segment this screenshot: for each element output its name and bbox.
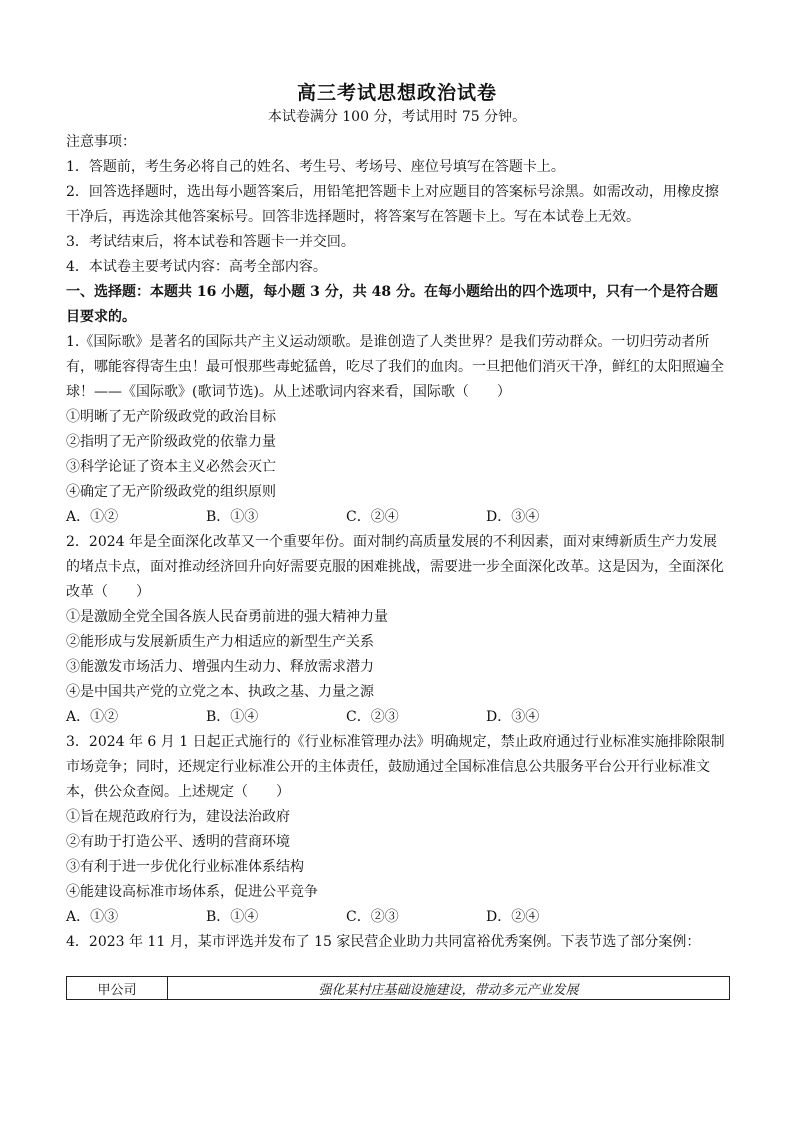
option-b[interactable]: B．①④ — [206, 709, 259, 725]
option-c[interactable]: C．②④ — [346, 509, 399, 525]
answer-options — [66, 705, 730, 730]
statement: ③科学论证了资本主义必然会灭亡 — [66, 459, 276, 475]
statement: ②能形成与发展新质生产力相适应的新型生产关系 — [66, 634, 374, 650]
question-stem: 1.《国际歌》是著名的国际共产主义运动颂歌。是谁创造了人类世界？是我们劳动群众。一切归劳动者所有，哪能容得寄生虫！最可恨那些毒蛇猛兽，吃尽了我们的血肉。一旦把他们消灭干净，鲜红的太阳照遍全球！——《国际歌》(歌词节选)。从上述歌词内容来看，国际歌（ ） — [66, 334, 724, 400]
option-c[interactable]: C．②③ — [346, 709, 399, 725]
company-cell: 甲公司 — [67, 977, 168, 1000]
option-a[interactable]: A．①② — [66, 709, 119, 725]
option-d[interactable]: D．③④ — [486, 509, 540, 525]
option-d[interactable]: D．③④ — [486, 709, 540, 725]
exam-subtitle: 本试卷满分 100 分，考试用时 75 分钟。 — [267, 109, 527, 125]
statement: ②有助于打造公平、透明的营商环境 — [66, 834, 290, 850]
answer-options — [66, 505, 730, 530]
statement: ③有利于进一步优化行业标准体系结构 — [66, 859, 304, 875]
notes-heading: 注意事项： — [66, 134, 136, 150]
question-stem: 2．2024 年是全面深化改革又一个重要年份。面对制约高质量发展的不利因素，面对束缚新质生产力发展的堵点卡点，面对推动经济回升向好需要克服的困难挑战，需要进一步全面深化改革。这是因为，全面深化改革（ ） — [66, 534, 724, 600]
answer-options — [66, 905, 730, 930]
statement: ①是激励全党全国各族人民奋勇前进的强大精神力量 — [66, 609, 388, 625]
option-a[interactable]: A．①② — [66, 509, 119, 525]
case-table — [66, 976, 730, 1000]
page-title: 高三考试思想政治试卷 — [296, 82, 497, 104]
note-item: 3．考试结束后，将本试卷和答题卡一并交回。 — [66, 234, 355, 250]
question-stem: 3．2024 年 6 月 1 日起正式施行的《行业标准管理办法》明确规定，禁止政府通过行业标准实施排除限制市场竞争；同时，还规定行业标准公开的主体责任，鼓励通过全国标准信息公共服务平台公开行业标准文本，供公众查阅。上述规定（ ） — [66, 734, 725, 800]
question-stem: 4．2023 年 11 月，某市评选并发布了 15 家民营企业助力共同富裕优秀案例。下表节选了部分案例： — [66, 934, 701, 950]
statement: ④是中国共产党的立党之本、执政之基、力量之源 — [66, 684, 374, 700]
table-row — [67, 977, 730, 1000]
statement: ①旨在规范政府行为，建设法治政府 — [66, 809, 290, 825]
exam-body — [66, 130, 730, 955]
statement: ②指明了无产阶级政党的依靠力量 — [66, 434, 276, 450]
note-item: 2．回答选择题时，选出每小题答案后，用铅笔把答题卡上对应题目的答案标号涂黑。如需改动，用橡皮擦干净后，再选涂其他答案标号。回答非选择题时，将答案写在答题卡上。写在本试卷上无效。 — [66, 184, 719, 225]
section-heading: 一、选择题：本题共 16 小题，每小题 3 分，共 48 分。在每小题给出的四个选项中，只有一个是符合题目要求的。 — [66, 284, 718, 325]
statement: ①明晰了无产阶级政党的政治目标 — [66, 409, 276, 425]
case-description-cell: 强化某村庄基础设施建设，带动多元产业发展 — [168, 977, 730, 1000]
statement: ④能建设高标准市场体系，促进公平竞争 — [66, 884, 318, 900]
option-c[interactable]: C．②③ — [346, 909, 399, 925]
option-b[interactable]: B．①③ — [206, 509, 259, 525]
option-d[interactable]: D．②④ — [486, 909, 540, 925]
note-item: 1．答题前，考生务必将自己的姓名、考生号、考场号、座位号填写在答题卡上。 — [66, 159, 565, 175]
option-a[interactable]: A．①③ — [66, 909, 119, 925]
statement: ③能激发市场活力、增强内生动力、释放需求潜力 — [66, 659, 374, 675]
note-item: 4．本试卷主要考试内容：高考全部内容。 — [66, 259, 327, 275]
option-b[interactable]: B．①④ — [206, 909, 259, 925]
statement: ④确定了无产阶级政党的组织原则 — [66, 484, 276, 500]
